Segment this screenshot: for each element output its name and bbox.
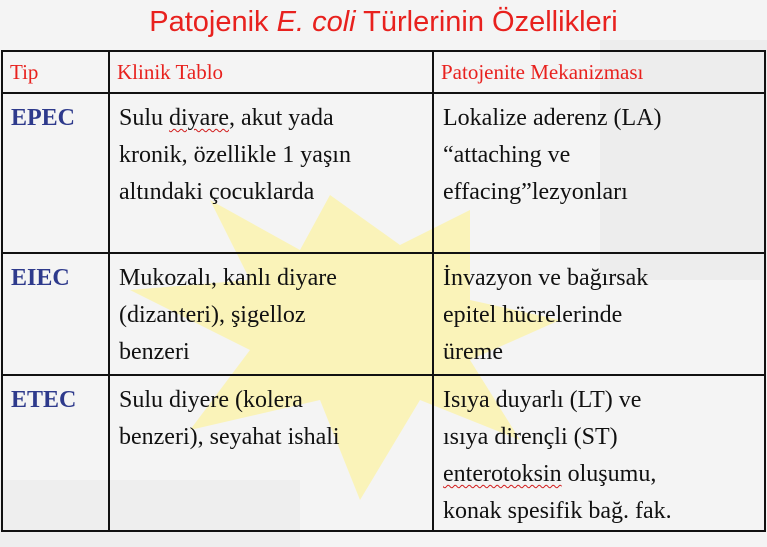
table-row-epec (2, 93, 765, 253)
pathogenic-ecoli-table (1, 50, 766, 532)
header-tip: Tip (2, 51, 109, 93)
mekanizma-eiec: İnvazyon ve bağırsak epitel hücrelerinde üreme (433, 253, 765, 375)
tip-etec: ETEC (2, 375, 109, 531)
table-row-eiec (2, 253, 765, 375)
page-title: Patojenik E. coli Türlerinin Özellikleri (149, 6, 618, 38)
table-header-row (2, 51, 765, 93)
header-patojenite-mekanizmasi: Patojenite Mekanizması (433, 51, 765, 93)
mekanizma-etec: Isıya duyarlı (LT) ve ısıya dirençli (ST) enterotoksin oluşumu, konak spesifik bağ. fak. (433, 375, 765, 531)
header-klinik-tablo: Klinik Tablo (109, 51, 433, 93)
klinik-epec: Sulu diyare, akut yada kronik, özellikle 1 yaşın altındaki çocuklarda (109, 93, 433, 253)
tip-epec: EPEC (2, 93, 109, 253)
klinik-eiec: Mukozalı, kanlı diyare (dizanteri), şigelloz benzeri (109, 253, 433, 375)
klinik-etec: Sulu diyere (kolera benzeri), seyahat ishali (109, 375, 433, 531)
mekanizma-epec: Lokalize aderenz (LA) “attaching ve effacing”lezyonları (433, 93, 765, 253)
table-row-etec (2, 375, 765, 531)
tip-eiec: EIEC (2, 253, 109, 375)
